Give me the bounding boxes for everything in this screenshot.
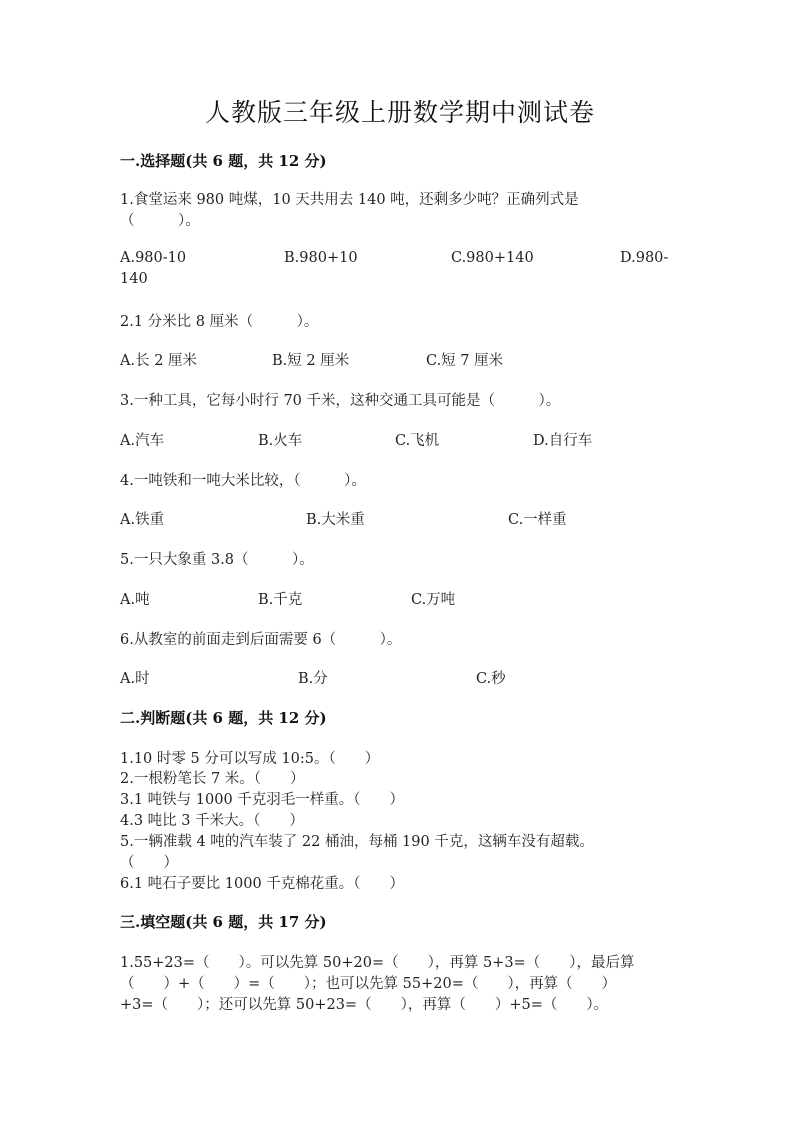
option-c: C.一样重 — [508, 512, 567, 528]
option-c: C.飞机 — [395, 433, 440, 449]
question-4-text: 4.一吨铁和一吨大米比较，（ ）。 — [120, 473, 366, 489]
section-heading-judgement: 二.判断题(共 6 题，共 12 分) — [120, 709, 327, 727]
section-heading-fill-blank: 三.填空题(共 6 题，共 17 分) — [120, 913, 327, 931]
question-6-text: 6.从教室的前面走到后面需要 6（ ）。 — [120, 632, 402, 648]
option-a: A.吨 — [120, 592, 150, 608]
question-1-text: 1.食堂运来 980 吨煤，10 天共用去 140 吨，还剩多少吨？正确列式是 — [120, 192, 579, 208]
fill-blank-line: +3=（ ）；还可以先算 50+23=（ ），再算（ ）+5=（ ）。 — [120, 997, 609, 1013]
question-2-text: 2.1 分米比 8 厘米（ ）。 — [120, 314, 319, 330]
option-b: B.分 — [298, 671, 328, 687]
option-a: A.时 — [120, 671, 150, 687]
option-b: B.大米重 — [306, 512, 365, 528]
fill-blank-line: （ ）+（ ）=（ ）；也可以先算 55+20=（ ），再算（ ） — [120, 976, 617, 992]
judgement-item: 6.1 吨石子要比 1000 千克棉花重。（ ） — [120, 876, 405, 892]
option-a: A.汽车 — [120, 433, 165, 449]
question-3-text: 3.一种工具，它每小时行 70 千米，这种交通工具可能是（ ）。 — [120, 393, 561, 409]
option-b: B.千克 — [258, 592, 303, 608]
question-5-text: 5.一只大象重 3.8（ ）。 — [120, 552, 314, 568]
option-a: A.长 2 厘米 — [120, 353, 198, 369]
option-b: B.980+10 — [284, 250, 358, 266]
option-d-wrap: 140 — [120, 271, 148, 287]
option-d: D.980- — [620, 250, 669, 266]
judgement-item-blank: （ ） — [120, 855, 178, 871]
option-b: B.火车 — [258, 433, 303, 449]
option-c: C.980+140 — [451, 250, 534, 266]
page-title: 人教版三年级上册数学期中测试卷 — [204, 98, 595, 127]
option-a: A.980-10 — [120, 250, 187, 266]
option-a: A.铁重 — [120, 512, 165, 528]
option-d: D.自行车 — [533, 433, 593, 449]
judgement-item: 3.1 吨铁与 1000 千克羽毛一样重。（ ） — [120, 792, 405, 808]
option-c: C.万吨 — [411, 592, 456, 608]
option-c: C.短 7 厘米 — [426, 353, 504, 369]
judgement-item: 4.3 吨比 3 千米大。（ ） — [120, 813, 304, 829]
judgement-item: 2.一根粉笔长 7 米。（ ） — [120, 771, 305, 787]
judgement-item: 1.10 时零 5 分可以写成 10:5。（ ） — [120, 751, 380, 767]
judgement-item: 5.一辆准载 4 吨的汽车装了 22 桶油，每桶 190 千克，这辆车没有超载。 — [120, 834, 594, 850]
fill-blank-line: 1.55+23=（ ）。可以先算 50+20=（ ），再算 5+3=（ ），最后算 — [120, 955, 635, 971]
section-heading-choice: 一.选择题(共 6 题，共 12 分) — [120, 152, 327, 170]
option-c: C.秒 — [476, 671, 506, 687]
option-b: B.短 2 厘米 — [272, 353, 350, 369]
question-1-blank: （ ）。 — [120, 213, 200, 229]
